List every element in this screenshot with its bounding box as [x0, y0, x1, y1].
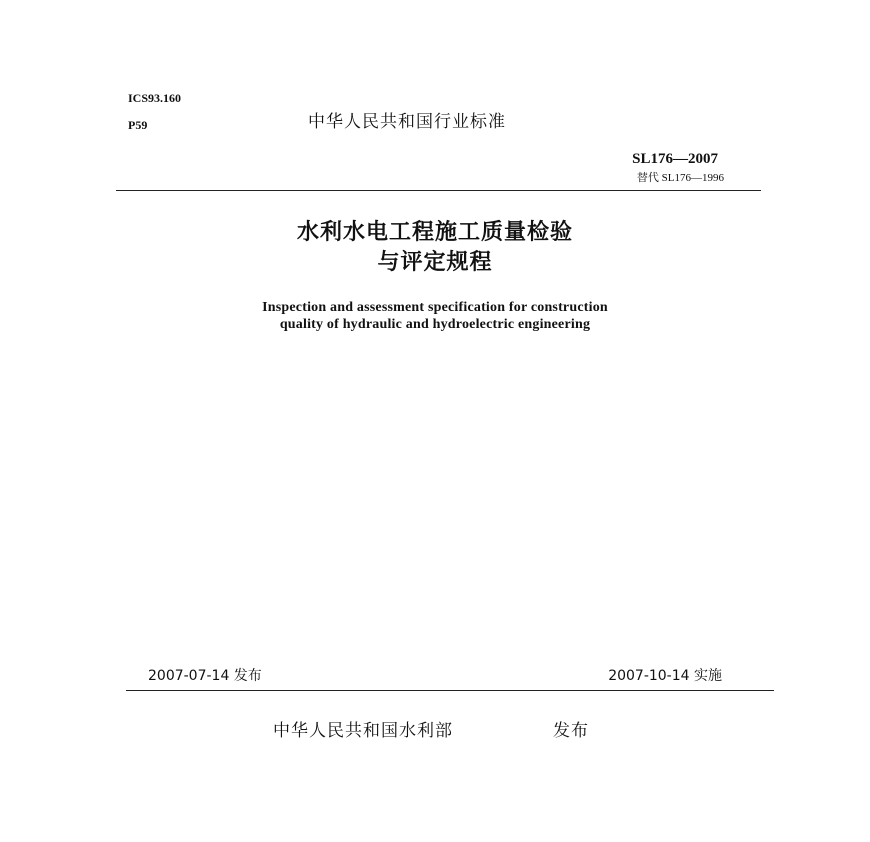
- title-english-line-1: Inspection and assessment specification for construction: [262, 300, 608, 315]
- publish-label: 发布: [553, 721, 589, 741]
- title-chinese-line-1: 水利水电工程施工质量检验: [296, 220, 573, 245]
- replaced-standard: 替代 SL176—1996: [636, 172, 724, 184]
- footer-divider: [126, 690, 774, 691]
- standard-category: 中华人民共和国行业标准: [308, 112, 506, 132]
- implementation-date: 2007-10-14 实施: [608, 668, 722, 684]
- title-chinese-line-2: 与评定规程: [377, 250, 493, 275]
- ccs-code: P59: [128, 118, 148, 132]
- issue-date: 2007-07-14 发布: [148, 668, 262, 684]
- header-divider: [116, 190, 761, 191]
- title-english-line-2: quality of hydraulic and hydroelectric engineering: [279, 317, 591, 332]
- title-english: [0, 299, 870, 333]
- ics-code: ICS93.160: [128, 91, 182, 105]
- publisher-name: 中华人民共和国水利部: [273, 721, 453, 741]
- title-chinese: [0, 218, 870, 278]
- standard-number: SL176—2007: [632, 151, 718, 167]
